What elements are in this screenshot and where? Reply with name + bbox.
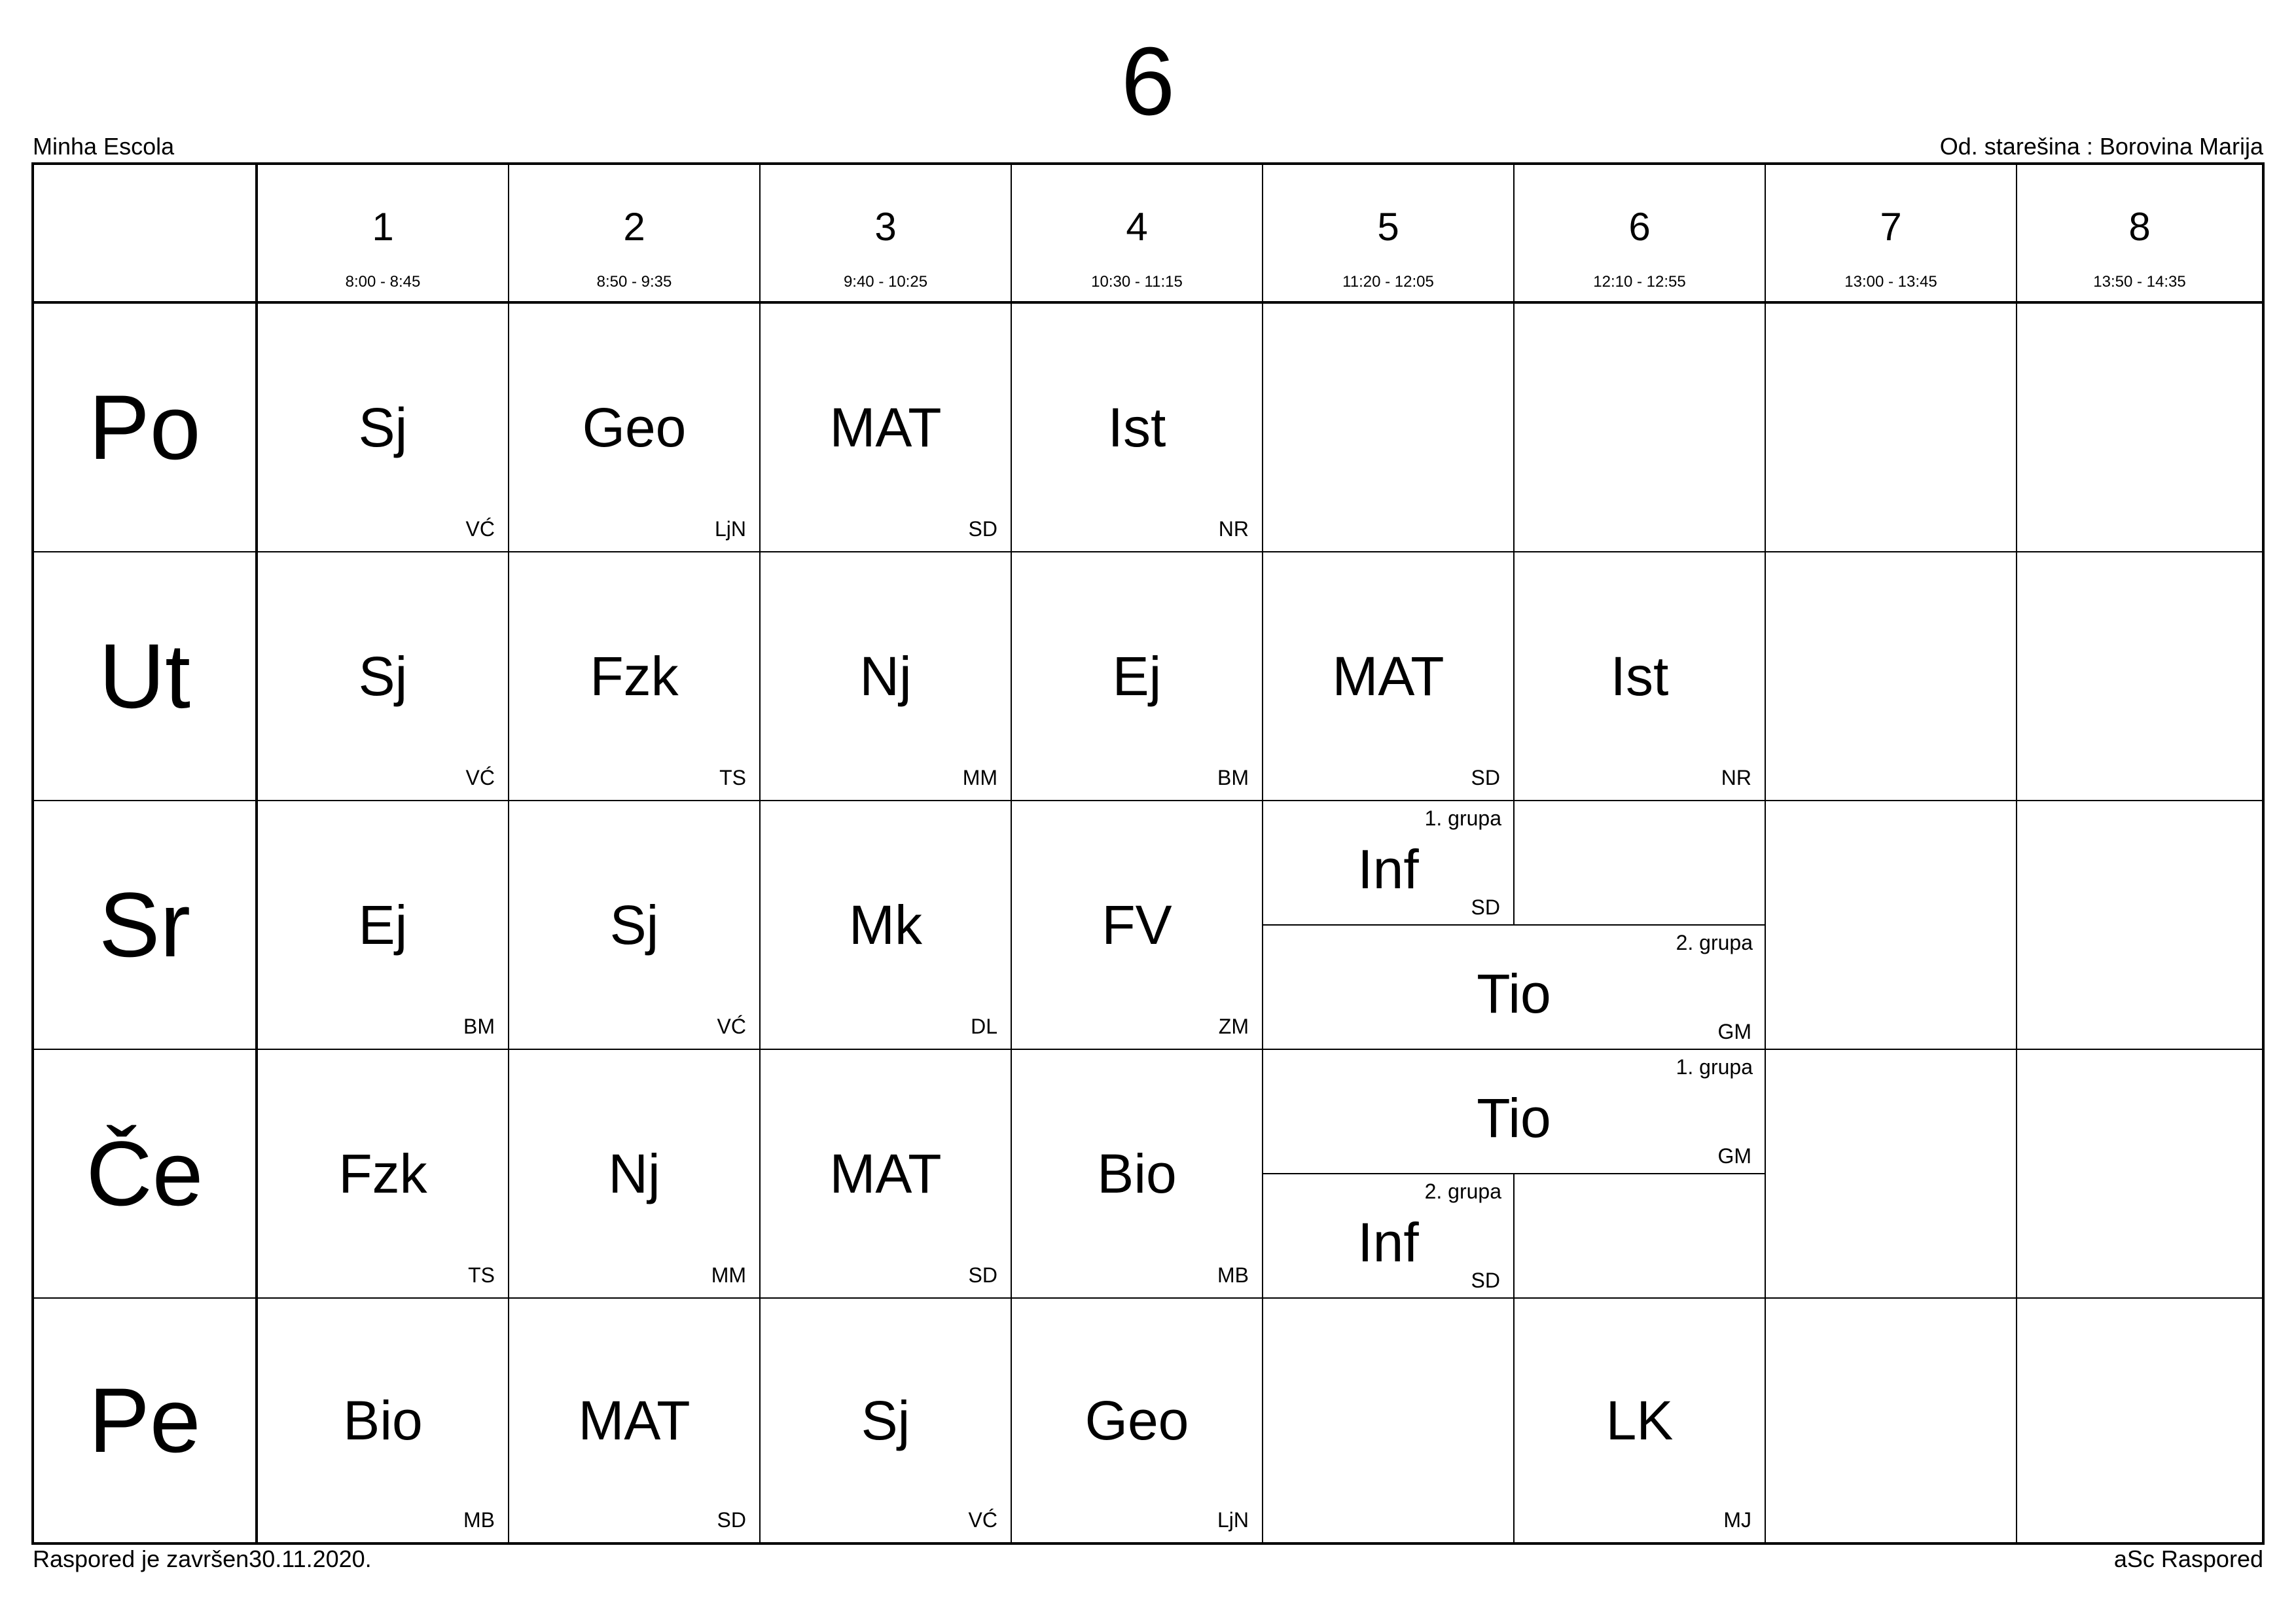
timetable-grid <box>31 162 2265 1545</box>
day-label-ut <box>34 552 258 801</box>
teacher-code: SD <box>1471 895 1500 919</box>
period-header-8 <box>2017 165 2262 304</box>
period-time: 13:00 - 13:45 <box>1844 273 1937 291</box>
period-number: 5 <box>1377 205 1399 249</box>
period-time: 12:10 - 12:55 <box>1593 273 1686 291</box>
empty-cell <box>1766 1050 2017 1299</box>
teacher-code: ZM <box>1218 1015 1249 1038</box>
period-number: 7 <box>1880 205 1902 249</box>
lesson-cell <box>1012 1050 1263 1299</box>
subject: Nj <box>859 645 912 707</box>
teacher-code: DL <box>971 1015 997 1038</box>
software-credit: aSc Raspored <box>2113 1545 2263 1572</box>
subject: MAT <box>829 396 942 458</box>
period-time: 10:30 - 11:15 <box>1091 273 1183 291</box>
teacher-code: MM <box>962 766 997 789</box>
teacher-code: SD <box>717 1508 746 1532</box>
page-title: 6 <box>1121 27 1175 135</box>
subject: Geo <box>582 396 687 458</box>
period-number: 1 <box>372 205 394 249</box>
teacher-code: VĆ <box>465 517 495 541</box>
school-name: Minha Escola <box>33 133 175 160</box>
teacher-code: NR <box>1721 766 1751 789</box>
day-label-sr <box>34 801 258 1050</box>
subject: Sj <box>358 396 408 458</box>
lesson-cell <box>509 801 761 1050</box>
subject: Ist <box>1610 645 1669 707</box>
lesson-cell <box>1515 1299 1766 1542</box>
subject: MAT <box>578 1389 691 1451</box>
day-label-po <box>34 304 258 552</box>
teacher-code: SD <box>968 1263 997 1287</box>
lesson-cell <box>1012 801 1263 1050</box>
subject: Ej <box>358 893 408 956</box>
day-name: Po <box>88 376 201 478</box>
empty-cell <box>1766 552 2017 801</box>
group-label: 2. grupa <box>1424 1180 1501 1203</box>
lesson-cell <box>258 1050 509 1299</box>
lesson-cell <box>761 801 1012 1050</box>
period-header-4 <box>1012 165 1263 304</box>
subject: Ej <box>1112 645 1162 707</box>
empty-cell <box>2017 1299 2262 1542</box>
teacher-code: TS <box>468 1263 495 1287</box>
group-label: 1. grupa <box>1424 806 1501 830</box>
teacher-code: MM <box>711 1263 746 1287</box>
period-time: 9:40 - 10:25 <box>843 273 928 291</box>
subject: Geo <box>1085 1389 1189 1451</box>
lesson-cell <box>1515 552 1766 801</box>
teacher-code: LjN <box>1217 1508 1249 1532</box>
lesson-cell <box>1263 552 1515 801</box>
empty-cell <box>2017 801 2262 1050</box>
group-lesson-cell <box>1263 1174 1515 1299</box>
subject: Bio <box>343 1389 423 1451</box>
empty-cell <box>2017 1050 2262 1299</box>
period-header-3 <box>761 165 1012 304</box>
completion-note: Raspored je završen30.11.2020. <box>33 1545 372 1572</box>
teacher-code: VĆ <box>968 1508 997 1532</box>
subject: Sj <box>861 1389 910 1451</box>
subject: Tio <box>1477 962 1551 1024</box>
subject: FV <box>1102 893 1172 956</box>
empty-cell <box>1263 1299 1515 1542</box>
teacher-code: TS <box>719 766 746 789</box>
lesson-cell <box>258 552 509 801</box>
teacher-code: BM <box>463 1015 495 1038</box>
subject: Inf <box>1357 1211 1419 1273</box>
day-label-ce <box>34 1050 258 1299</box>
period-header-2 <box>509 165 761 304</box>
empty-cell <box>2017 304 2262 552</box>
empty-cell <box>1766 304 2017 552</box>
corner-cell <box>34 165 258 304</box>
lesson-cell <box>509 304 761 552</box>
subject: Mk <box>849 893 922 956</box>
empty-cell <box>1515 304 1766 552</box>
lesson-cell <box>761 304 1012 552</box>
lesson-cell <box>1012 304 1263 552</box>
subject: Bio <box>1097 1142 1177 1204</box>
day-name: Pe <box>88 1369 201 1471</box>
period-header-5 <box>1263 165 1515 304</box>
subject: Ist <box>1107 396 1166 458</box>
subject: Fzk <box>338 1142 427 1204</box>
teacher-code: VĆ <box>717 1015 746 1038</box>
class-teacher: Od. starešina : Borovina Marija <box>1939 133 2263 160</box>
period-header-6 <box>1515 165 1766 304</box>
subject: LK <box>1605 1389 1674 1451</box>
empty-cell <box>1263 304 1515 552</box>
teacher-code: BM <box>1217 766 1249 789</box>
period-number: 2 <box>623 205 645 249</box>
subject: Fzk <box>590 645 679 707</box>
lesson-cell <box>258 304 509 552</box>
period-header-7 <box>1766 165 2017 304</box>
group-lesson-cell <box>1263 926 1766 1050</box>
lesson-cell <box>1012 1299 1263 1542</box>
teacher-code: NR <box>1218 517 1249 541</box>
period-time: 13:50 - 14:35 <box>2093 273 2186 291</box>
teacher-code: SD <box>1471 766 1500 789</box>
teacher-code: MB <box>463 1508 495 1532</box>
teacher-code: VĆ <box>465 766 495 789</box>
group-label: 2. grupa <box>1676 931 1753 954</box>
lesson-cell <box>258 801 509 1050</box>
teacher-code: LjN <box>714 517 746 541</box>
period-time: 11:20 - 12:05 <box>1342 273 1434 291</box>
day-name: Če <box>86 1122 204 1225</box>
teacher-code: MJ <box>1723 1508 1751 1532</box>
lesson-cell <box>761 1050 1012 1299</box>
teacher-code: SD <box>1471 1269 1500 1292</box>
subject: MAT <box>1332 645 1444 707</box>
empty-cell <box>1515 801 1766 926</box>
empty-cell <box>1515 1174 1766 1299</box>
group-label: 1. grupa <box>1676 1055 1753 1079</box>
lesson-cell <box>509 552 761 801</box>
teacher-code: GM <box>1717 1144 1751 1168</box>
group-lesson-cell <box>1263 1050 1766 1174</box>
lesson-cell <box>761 1299 1012 1542</box>
day-label-pe <box>34 1299 258 1542</box>
period-header-1 <box>258 165 509 304</box>
day-name: Ut <box>99 624 190 727</box>
period-number: 4 <box>1126 205 1148 249</box>
period-time: 8:50 - 9:35 <box>596 273 672 291</box>
subject: Tio <box>1477 1087 1551 1149</box>
lesson-cell <box>258 1299 509 1542</box>
period-number: 3 <box>874 205 897 249</box>
subject: Inf <box>1357 838 1419 900</box>
group-lesson-cell <box>1263 801 1515 926</box>
empty-cell <box>1766 801 2017 1050</box>
lesson-cell <box>509 1050 761 1299</box>
period-number: 8 <box>2128 205 2151 249</box>
teacher-code: SD <box>968 517 997 541</box>
lesson-cell <box>1012 552 1263 801</box>
period-time: 8:00 - 8:45 <box>345 273 421 291</box>
subject: Sj <box>358 645 408 707</box>
teacher-code: GM <box>1717 1020 1751 1043</box>
period-number: 6 <box>1628 205 1651 249</box>
subject: Sj <box>609 893 659 956</box>
subject: Nj <box>608 1142 660 1204</box>
day-name: Sr <box>99 873 190 976</box>
empty-cell <box>1766 1299 2017 1542</box>
empty-cell <box>2017 552 2262 801</box>
teacher-code: MB <box>1217 1263 1249 1287</box>
subject: MAT <box>829 1142 942 1204</box>
lesson-cell <box>509 1299 761 1542</box>
lesson-cell <box>761 552 1012 801</box>
